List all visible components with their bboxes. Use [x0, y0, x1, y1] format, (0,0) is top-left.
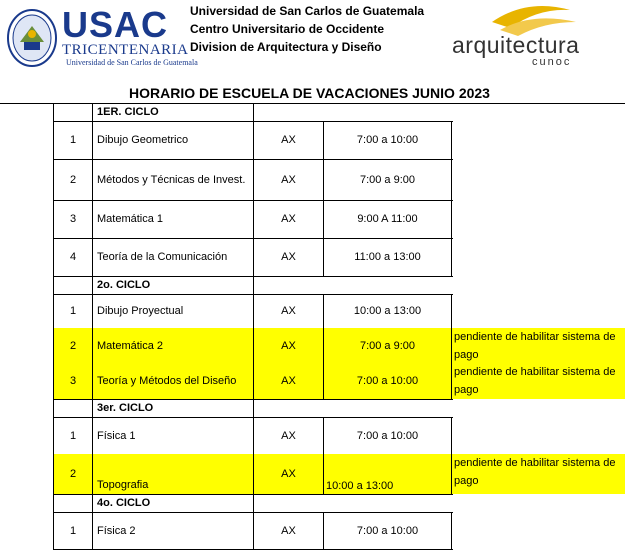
course-subject: Dibujo Geometrico: [93, 121, 254, 159]
course-note: [452, 121, 625, 159]
course-note: pendiente de habilitar sistema de pago: [452, 328, 625, 363]
course-number: 1: [53, 512, 93, 549]
institution-line-2: Centro Universitario de Occidente: [190, 22, 385, 36]
course-room: AX: [254, 328, 324, 363]
course-note: pendiente de habilitar sistema de pago: [452, 454, 625, 494]
course-subject: Métodos y Técnicas de Invest.: [93, 159, 254, 200]
row-margin: [0, 200, 53, 238]
cycle-num-cell: [53, 494, 93, 512]
row-margin: [0, 276, 53, 294]
course-number: 2: [53, 159, 93, 200]
usac-logo-sub: Universidad de San Carlos de Guatemala: [66, 58, 198, 67]
institution-line-3: Division de Arquitectura y Diseño: [190, 40, 382, 54]
course-time: 7:00 a 10:00: [324, 363, 452, 399]
row-margin: [0, 417, 53, 454]
cycle-name: 2o. CICLO: [93, 276, 254, 294]
course-time: 10:00 a 13:00: [324, 294, 452, 328]
cycle-name: 4o. CICLO: [93, 494, 254, 512]
cycle-header-row: [0, 399, 625, 417]
course-time: 7:00 a 9:00: [324, 328, 452, 363]
row-margin: [0, 103, 53, 121]
course-note: [452, 417, 625, 454]
table-top-border: [0, 103, 625, 104]
course-time: 10:00 a 13:00: [324, 454, 452, 494]
institution-block: [190, 2, 424, 56]
course-number: 2: [53, 328, 93, 363]
course-room: AX: [254, 417, 324, 454]
course-subject: Física 2: [93, 512, 254, 549]
row-margin: [0, 121, 53, 159]
course-number: 1: [53, 417, 93, 454]
course-room: AX: [254, 512, 324, 549]
course-room: AX: [254, 294, 324, 328]
course-time: 7:00 a 10:00: [324, 121, 452, 159]
course-row: [0, 454, 625, 494]
course-number: 2: [53, 454, 93, 494]
course-note: pendiente de habilitar sistema de pago: [452, 363, 625, 399]
cycle-header-row: [0, 103, 625, 121]
course-row: [0, 417, 625, 454]
course-time: 7:00 a 9:00: [324, 159, 452, 200]
course-number: 3: [53, 363, 93, 399]
course-row: [0, 512, 625, 549]
course-room: AX: [254, 238, 324, 276]
course-room: AX: [254, 159, 324, 200]
usac-logo-text: USAC: [62, 4, 169, 45]
course-row: [0, 328, 625, 363]
row-margin: [0, 399, 53, 417]
course-subject: Matemática 1: [93, 200, 254, 238]
course-note: [452, 512, 625, 549]
schedule-title-text: HORARIO DE ESCUELA DE VACACIONES JUNIO 2023: [129, 85, 490, 101]
row-margin: [0, 294, 53, 328]
course-time: 11:00 a 13:00: [324, 238, 452, 276]
cycle-name: 3er. CICLO: [93, 399, 254, 417]
page-header: [0, 0, 625, 82]
course-time: 9:00 A 11:00: [324, 200, 452, 238]
course-subject: Dibujo Proyectual: [93, 294, 254, 328]
row-margin: [0, 328, 53, 363]
course-room: AX: [254, 454, 324, 494]
course-subject: Física 1: [93, 417, 254, 454]
course-subject: Matemática 2: [93, 328, 254, 363]
course-subject: Teoría de la Comunicación: [93, 238, 254, 276]
row-margin: [0, 494, 53, 512]
cycle-header-row: [0, 276, 625, 294]
institution-line-1: Universidad de San Carlos de Guatemala: [190, 4, 425, 18]
course-row: [0, 294, 625, 328]
course-number: 1: [53, 121, 93, 159]
course-subject: Teoría y Métodos del Diseño: [93, 363, 254, 399]
row-margin: [0, 363, 53, 399]
usac-tricentenaria: TRICENTENARIA: [62, 42, 189, 58]
cycle-name: 1ER. CICLO: [93, 103, 254, 121]
course-row: [0, 363, 625, 399]
cycle-header-row: [0, 494, 625, 512]
cycle-num-cell: [53, 103, 93, 121]
course-room: AX: [254, 363, 324, 399]
cycle-num-cell: [53, 276, 93, 294]
arquitectura-logo-text: arquitectura: [452, 32, 580, 58]
course-row: [0, 159, 625, 200]
course-subject: Topografia: [93, 454, 254, 494]
cycle-num-cell: [53, 399, 93, 417]
course-note: [452, 294, 625, 328]
course-row: [0, 238, 625, 276]
row-margin: [0, 454, 53, 494]
course-time: 7:00 a 10:00: [324, 417, 452, 454]
row-margin: [0, 159, 53, 200]
course-number: 3: [53, 200, 93, 238]
course-room: AX: [254, 200, 324, 238]
course-row: [0, 200, 625, 238]
course-number: 1: [53, 294, 93, 328]
course-note: [452, 159, 625, 200]
usac-seal-icon: [6, 8, 58, 68]
row-margin: [0, 512, 53, 549]
course-note: [452, 200, 625, 238]
arquitectura-logo-sub: cunoc: [532, 56, 572, 68]
course-number: 4: [53, 238, 93, 276]
course-room: AX: [254, 121, 324, 159]
course-time: 7:00 a 10:00: [324, 512, 452, 549]
course-row: [0, 121, 625, 159]
row-margin: [0, 238, 53, 276]
course-note: [452, 238, 625, 276]
